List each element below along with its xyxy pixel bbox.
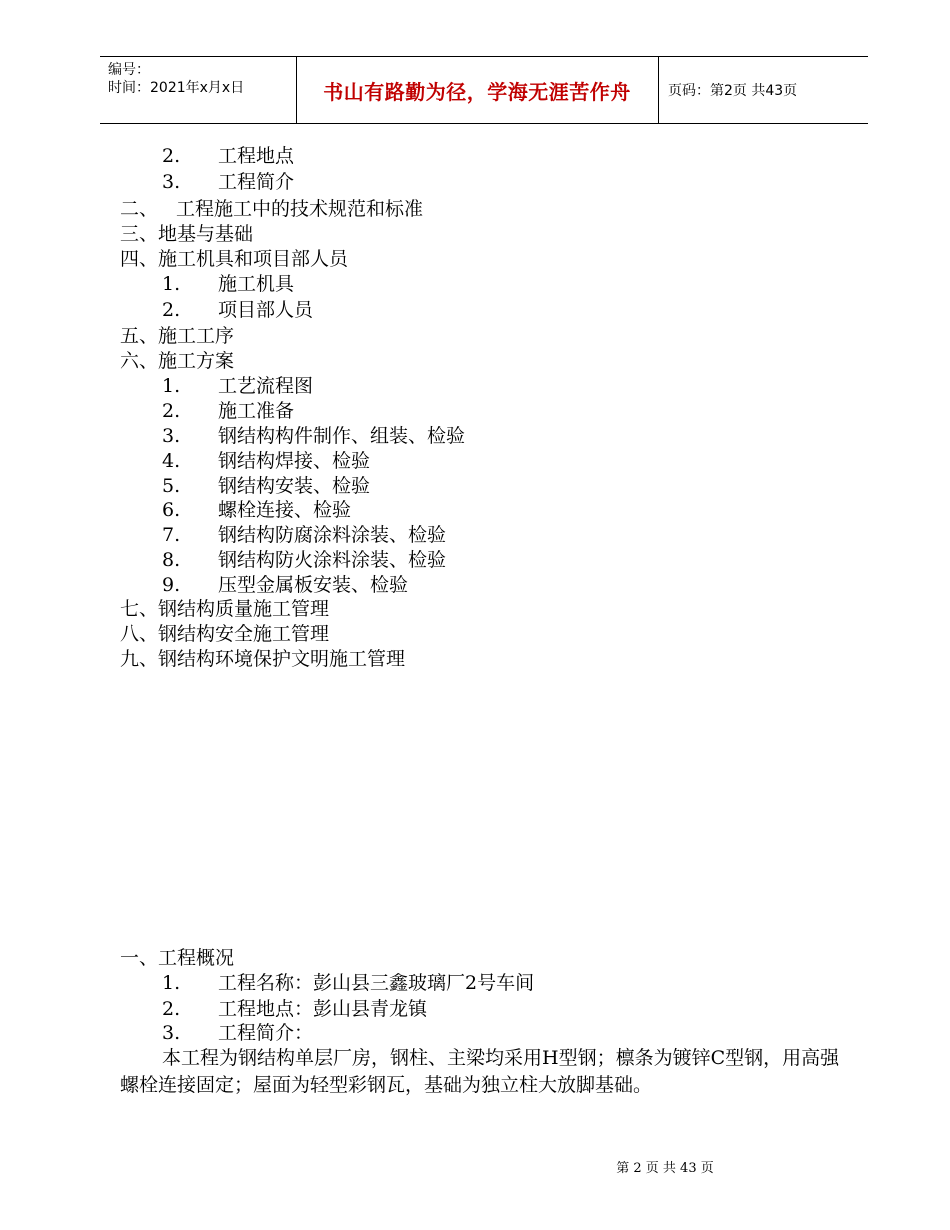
toc-item-text: 钢结构防火涂料涂装、检验 — [218, 549, 447, 571]
toc-item-number: 二、 — [120, 198, 159, 220]
header-meta — [108, 61, 296, 97]
toc-item — [162, 523, 446, 548]
body-item-text: 工程地点：彭山县青龙镇 — [218, 998, 428, 1020]
toc-item-number: 1. — [162, 375, 181, 397]
toc-item-text: 钢结构安装、检验 — [218, 475, 371, 497]
header-page-info: 页码：第2页 共43页 — [668, 83, 798, 99]
toc-item-text: 工程简介 — [218, 171, 295, 193]
toc-item — [162, 474, 370, 499]
toc-item-text: 工程地点 — [218, 145, 295, 167]
toc-item-text: 八、钢结构安全施工管理 — [120, 623, 330, 645]
toc-item-number: 3. — [162, 425, 181, 447]
toc-item-number: 8. — [162, 549, 181, 571]
toc-item-text: 压型金属板安装、检验 — [218, 574, 409, 596]
toc-item-number: 7. — [162, 524, 181, 546]
toc-item — [162, 449, 370, 474]
body-item-number: 1. — [162, 972, 181, 994]
body-paragraph: 本工程为钢结构单层厂房，钢柱、主梁均采用H型钢；檩条为镀锌C型钢，用高强螺栓连接固定；屋面为轻型彩钢瓦，基础为独立柱大放脚基础。 — [120, 1047, 840, 1096]
toc-item-number: 1. — [162, 273, 181, 295]
body-item — [162, 1021, 313, 1046]
toc-item-text: 三、地基与基础 — [120, 223, 254, 245]
serial-label: 编号： — [108, 62, 150, 78]
section-title: 一、工程概况 — [120, 947, 235, 969]
body-item — [162, 971, 534, 996]
toc-item-text: 工程施工中的技术规范和标准 — [176, 198, 424, 220]
toc-item — [162, 498, 351, 523]
toc-item — [162, 170, 294, 195]
toc-item — [162, 424, 465, 449]
toc-item-text: 六、施工方案 — [120, 350, 235, 372]
toc-item-text: 施工准备 — [218, 400, 295, 422]
toc-section — [120, 247, 348, 272]
toc-item-number: 2. — [162, 299, 181, 321]
toc-item-number: 2. — [162, 400, 181, 422]
toc-section — [120, 222, 253, 247]
toc-item-text: 钢结构防腐涂料涂装、检验 — [218, 524, 447, 546]
toc-section — [120, 324, 234, 349]
toc-item-text: 四、施工机具和项目部人员 — [120, 248, 349, 270]
toc-item — [162, 144, 294, 169]
toc-section — [120, 349, 234, 374]
page-footer: 第 2 页 共 43 页 — [616, 1161, 714, 1176]
toc-section — [120, 647, 405, 672]
toc-item-text: 七、钢结构质量施工管理 — [120, 598, 330, 620]
toc-item-number: 2. — [162, 145, 181, 167]
toc-item-number: 3. — [162, 171, 181, 193]
toc-item-number: 6. — [162, 499, 181, 521]
time-label: 时间：2021年x月x日 — [108, 80, 245, 96]
toc-item — [162, 548, 446, 573]
toc-item-number: 5. — [162, 475, 181, 497]
toc-item-text: 钢结构构件制作、组装、检验 — [218, 425, 466, 447]
body-item-number: 3. — [162, 1022, 181, 1044]
toc-item — [162, 298, 313, 323]
body-item-number: 2. — [162, 998, 181, 1020]
toc-item-text: 工艺流程图 — [218, 375, 314, 397]
toc-item-text: 螺栓连接、检验 — [218, 499, 352, 521]
toc-item-text: 项目部人员 — [218, 299, 314, 321]
body-item — [162, 997, 427, 1022]
toc-item-text: 九、钢结构环境保护文明施工管理 — [120, 648, 406, 670]
header-motto: 书山有路勤为径，学海无涯苦作舟 — [323, 79, 631, 104]
toc-item-text: 钢结构焊接、检验 — [218, 450, 371, 472]
toc-section — [120, 197, 423, 222]
body-item-text: 工程简介： — [218, 1022, 314, 1044]
toc-section — [120, 597, 329, 622]
toc-item-number: 9. — [162, 574, 181, 596]
toc-section — [120, 622, 329, 647]
page-header — [100, 56, 868, 124]
body-item-text: 工程名称：彭山县三鑫玻璃厂2号车间 — [218, 972, 535, 994]
toc-item-text: 施工机具 — [218, 273, 295, 295]
toc-item-text: 五、施工工序 — [120, 325, 235, 347]
toc-item — [162, 374, 313, 399]
toc-item — [162, 399, 294, 424]
header-divider-right — [658, 57, 659, 123]
toc-item-number: 4. — [162, 450, 181, 472]
toc-item — [162, 272, 294, 297]
toc-item — [162, 573, 408, 598]
